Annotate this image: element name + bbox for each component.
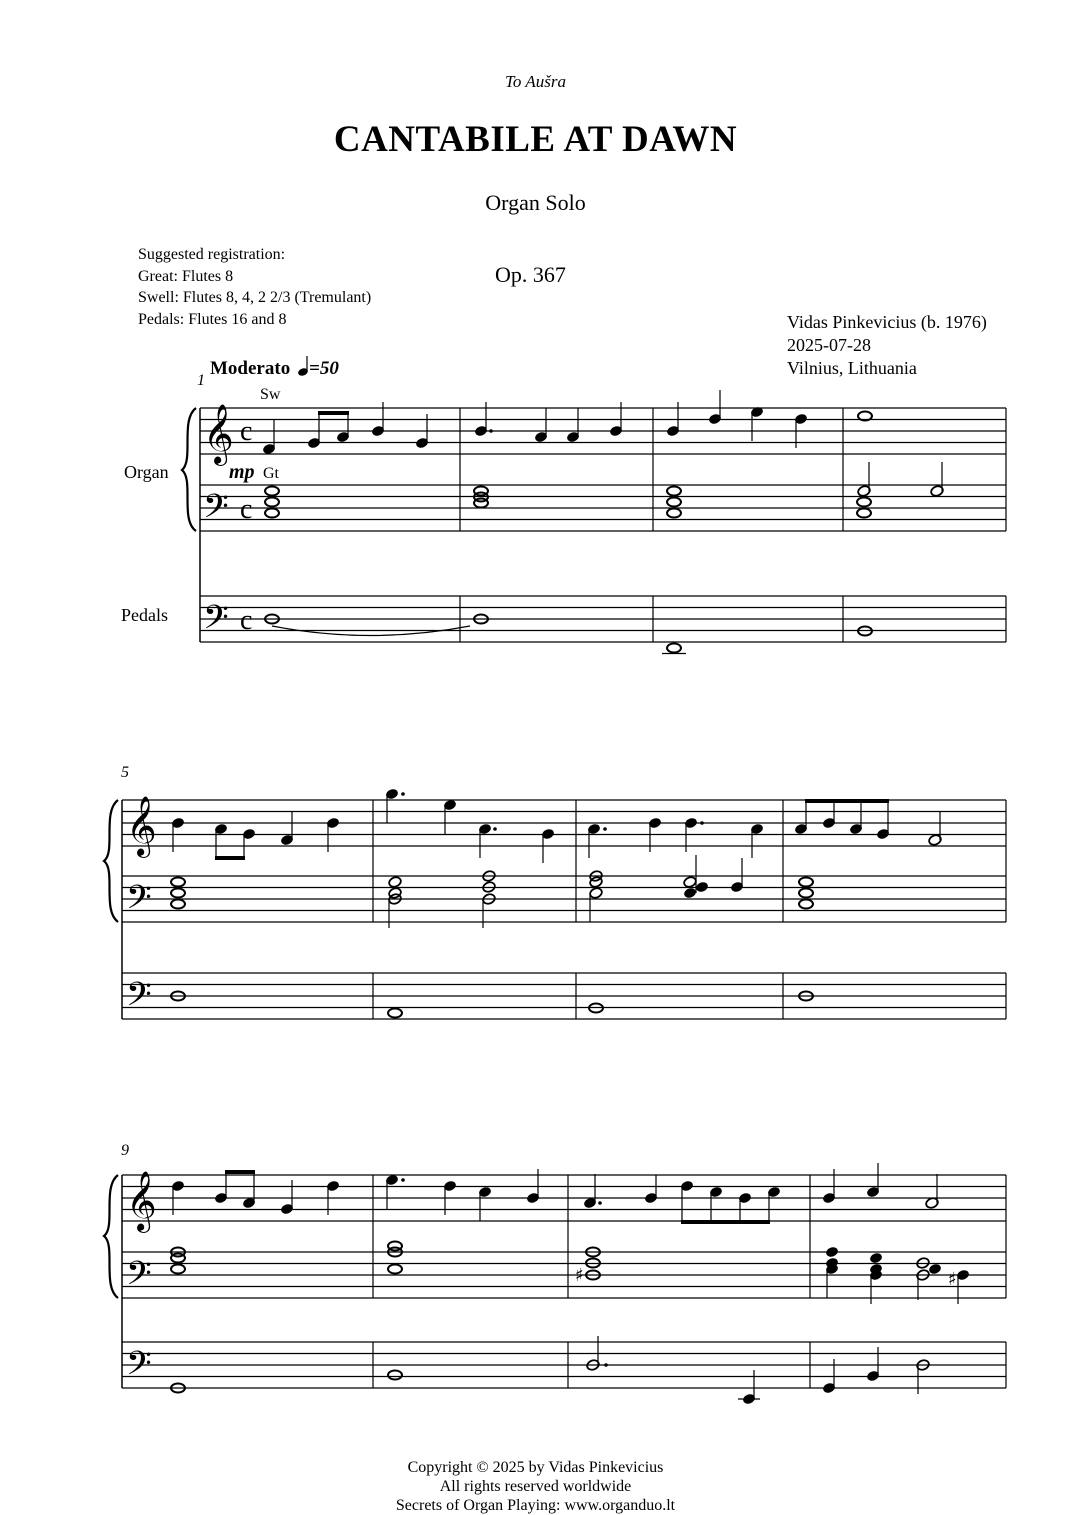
dynamic-mark: mp bbox=[229, 461, 255, 483]
composer-name: Vidas Pinkevicius (b. 1976) bbox=[787, 312, 987, 332]
pedal-staff-lines bbox=[200, 596, 1006, 642]
bass-clef-2: 𝄢 bbox=[126, 879, 152, 925]
system-2 bbox=[104, 800, 1006, 1019]
footer bbox=[0, 1458, 1071, 1515]
pedal-bass-clef: 𝄢 bbox=[203, 599, 229, 645]
composition-place: Vilnius, Lithuania bbox=[787, 358, 917, 378]
system-1-symbols bbox=[203, 390, 944, 654]
instrument-label-pedals: Pedals bbox=[121, 605, 168, 625]
tempo-value: =50 bbox=[309, 358, 339, 379]
treble-clef-2: 𝄞 bbox=[126, 796, 157, 856]
rights-text: All rights reserved worldwide bbox=[439, 1478, 632, 1495]
metronome-quarter-note-icon bbox=[297, 356, 309, 377]
dedication: To Aušra bbox=[505, 72, 566, 91]
system-3-symbols bbox=[126, 1163, 970, 1405]
registration-great: Great: Flutes 8 bbox=[138, 267, 234, 285]
measure-number-5: 5 bbox=[121, 764, 129, 781]
bass-clef: 𝄢 bbox=[203, 488, 229, 534]
bass-staff-lines bbox=[200, 485, 1006, 531]
time-signature-bass: c bbox=[240, 494, 253, 525]
copyright-text: Copyright © 2025 by Vidas Pinkevicius bbox=[407, 1459, 664, 1476]
treble-clef-3: 𝄞 bbox=[126, 1171, 157, 1231]
registration-swell: Swell: Flutes 8, 4, 2 2/3 (Tremulant) bbox=[138, 289, 372, 306]
bass-clef-3: 𝄢 bbox=[126, 1255, 152, 1301]
swell-manual-label: Sw bbox=[260, 386, 281, 403]
measure-number-9: 9 bbox=[121, 1142, 129, 1159]
sharp-sign: ♯ bbox=[575, 1265, 584, 1286]
opus-number: Op. 367 bbox=[495, 262, 566, 287]
great-manual-label: Gt bbox=[263, 465, 279, 482]
measure-number-1: 1 bbox=[197, 372, 205, 389]
time-signature-pedal: c bbox=[240, 605, 253, 636]
composition-date: 2025-07-28 bbox=[787, 335, 871, 355]
website-text: Secrets of Organ Playing: www.organduo.lt bbox=[395, 1497, 676, 1514]
instrument-label-organ: Organ bbox=[124, 462, 169, 482]
sharp-sign-2: ♯ bbox=[948, 1269, 957, 1290]
registration-heading: Suggested registration: bbox=[138, 246, 286, 263]
tempo-marking: Moderato bbox=[210, 358, 291, 379]
treble-clef: 𝄞 bbox=[203, 404, 234, 464]
time-signature: c bbox=[240, 416, 253, 447]
piece-title: CANTABILE AT DAWN bbox=[333, 119, 738, 160]
pedal-bass-clef-2: 𝄢 bbox=[126, 976, 152, 1022]
registration-pedals: Pedals: Flutes 16 and 8 bbox=[138, 310, 287, 328]
pedal-bass-clef-3: 𝄢 bbox=[126, 1345, 152, 1391]
piece-subtitle: Organ Solo bbox=[485, 190, 586, 215]
system-1 bbox=[182, 408, 1006, 642]
